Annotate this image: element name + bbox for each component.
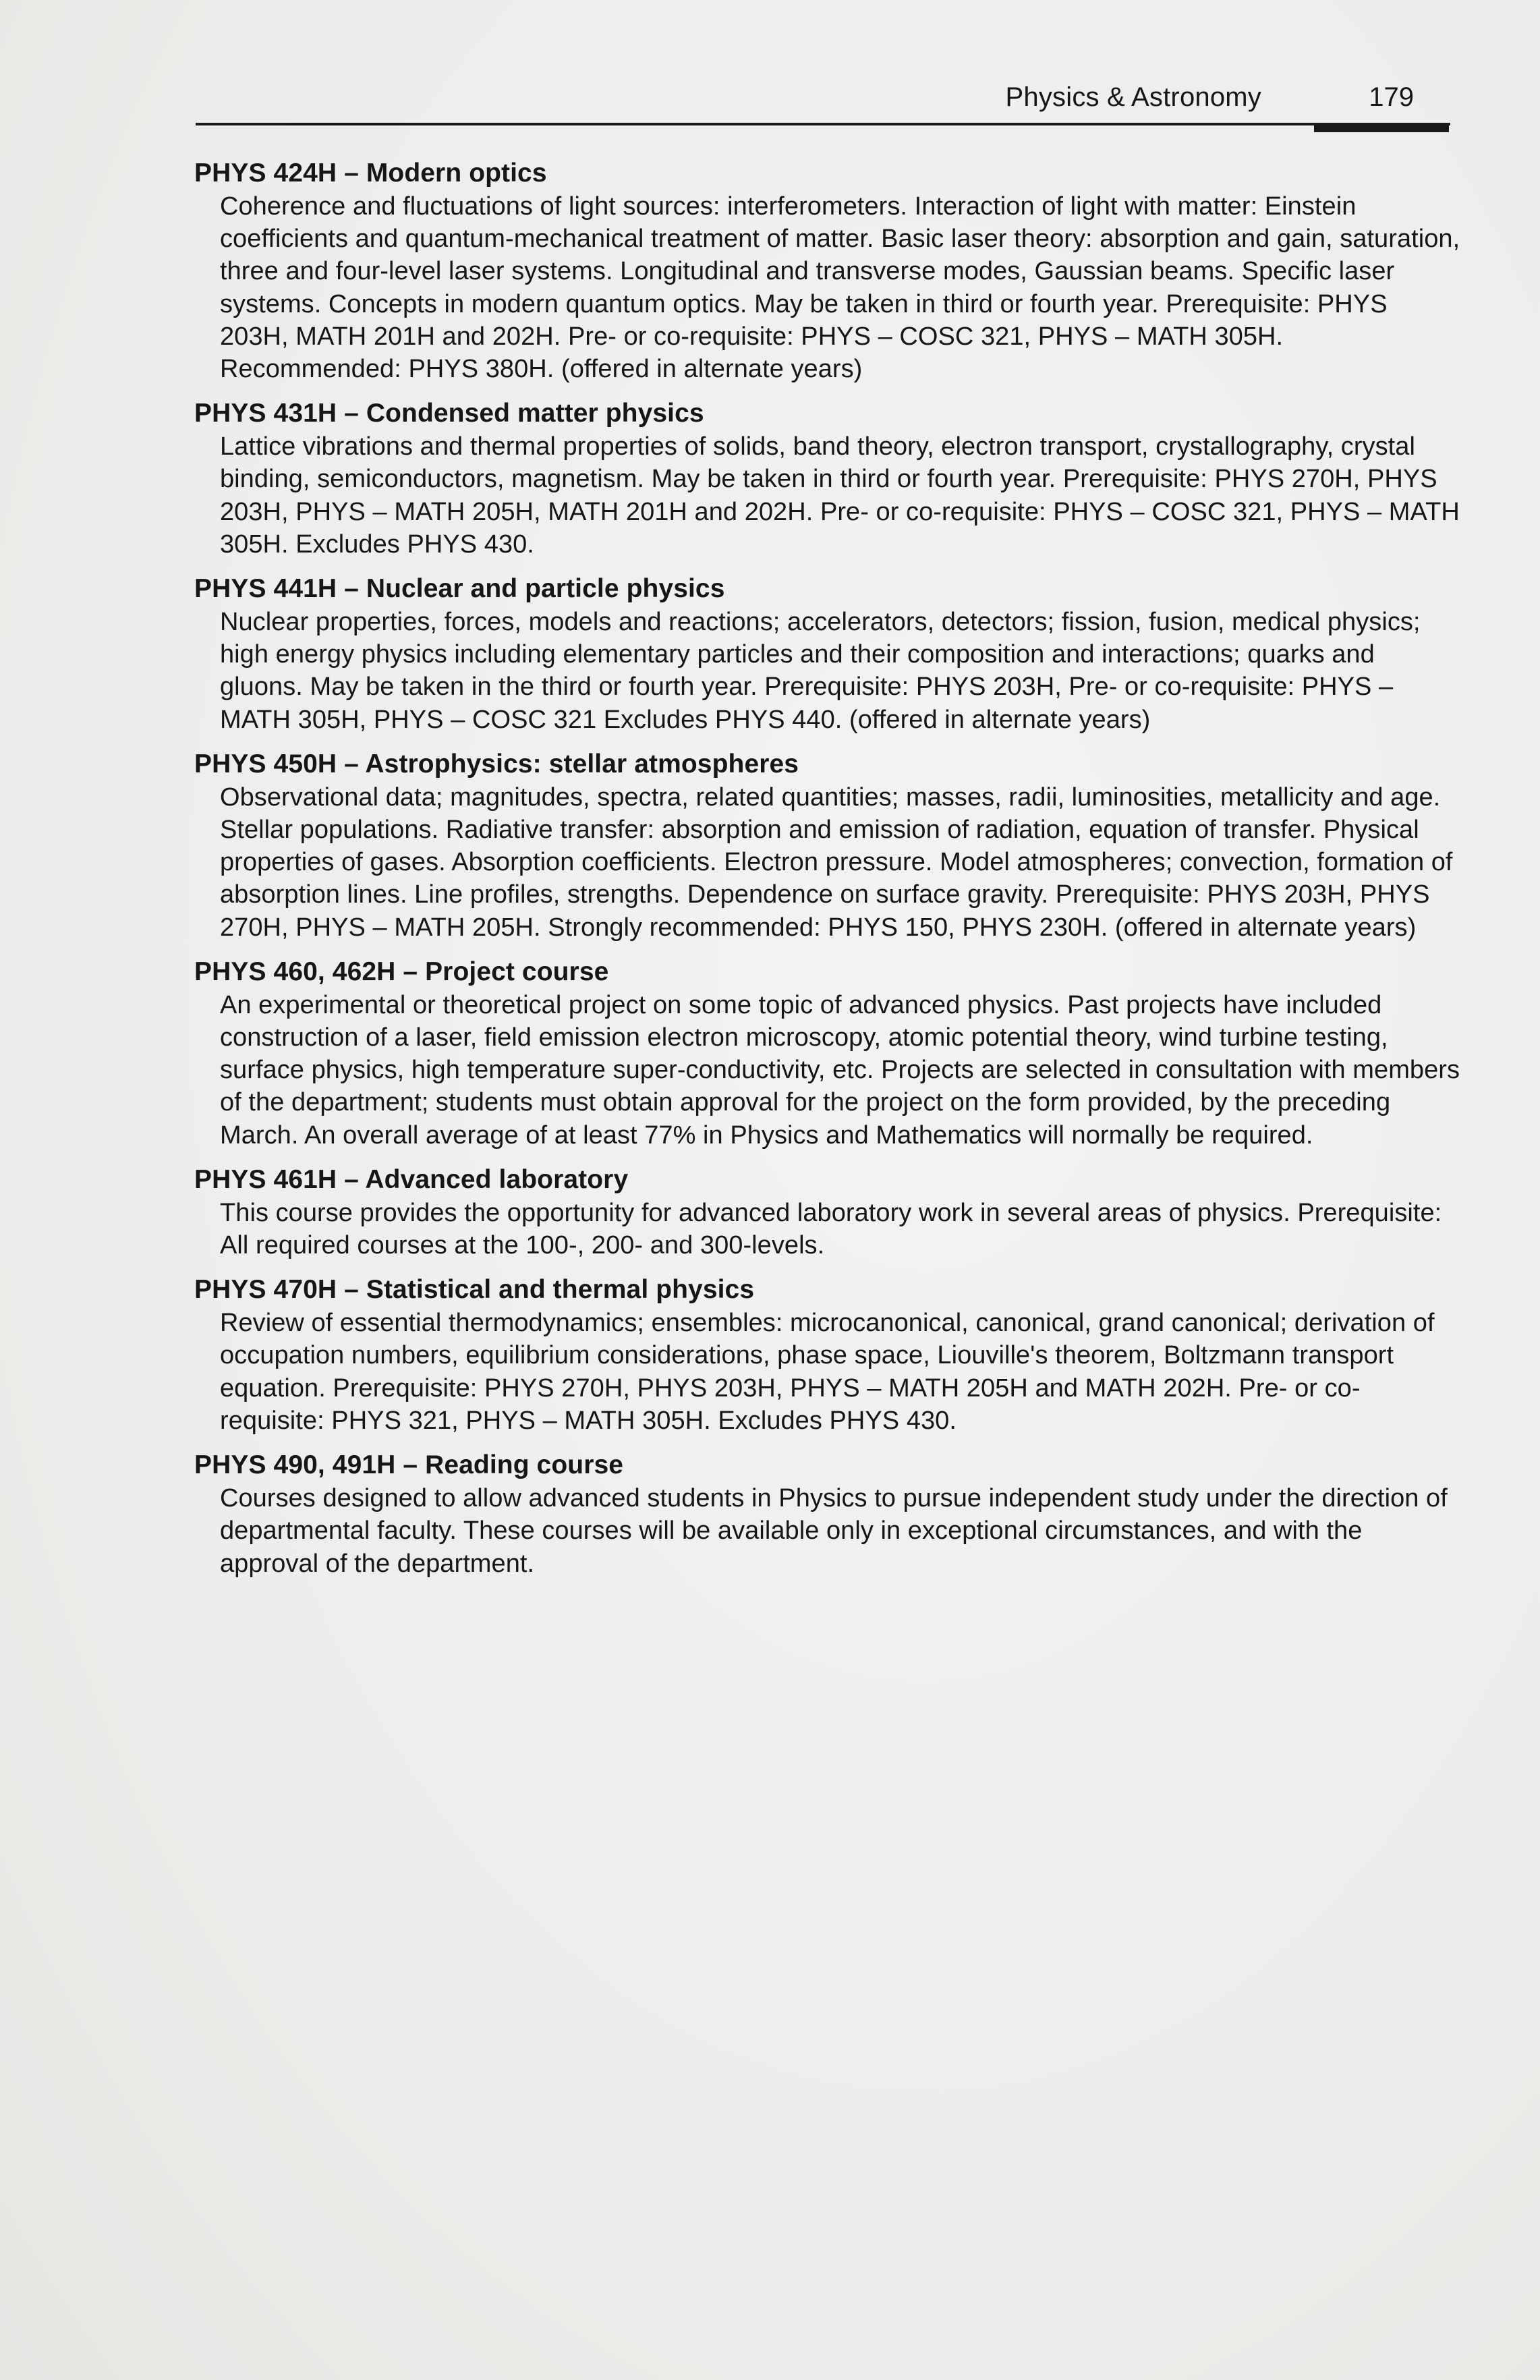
course-description: Observational data; magnitudes, spectra, related quantities; masses, radii, luminosities, metallicity and age. Stellar populations. Radiative transfer: absorption and emission of radiation, equation of transfer. Physical properties of gases. Absorption coefficients. Electron pressure. Model atmospheres; convection, formation of absorption lines. Line profiles, strengths. Dependence on surface gravity. Prerequisite: PHYS 203H, PHYS 270H, PHYS – MATH 205H. Strongly recommended: PHYS 150, PHYS 230H. (offered in alternate years)	[220, 783, 1453, 942]
course-title: PHYS 441H – Nuclear and particle physics	[194, 574, 725, 604]
course-entry-phys-461h	[194, 1163, 1462, 1262]
course-description: Courses designed to allow advanced students in Physics to pursue independent study under the direction of departmental faculty. These courses will be available only in exceptional circumstances, and with the approval of the department.	[220, 1484, 1448, 1578]
course-description: Lattice vibrations and thermal properties of solids, band theory, electron transport, crystallography, crystal binding, semiconductors, magnetism. May be taken in third or fourth year. Prerequisite: PHYS 270H, PHYS 203H, PHYS – MATH 205H, MATH 201H and 202H. Pre- or co-requisite: PHYS – COSC 321, PHYS – MATH 305H. Excludes PHYS 430.	[220, 432, 1460, 559]
course-description: An experimental or theoretical project on some topic of advanced physics. Past projects have included construction of a laser, field emission electron microscopy, atomic potential theory, wind turbine testing, surface physics, high temperature super-conductivity, etc. Projects are selected in consultation with members of the department; students must obtain approval for the project on the form provided, by the preceding March. An overall average of at least 77% in Physics and Mathematics will normally be required.	[220, 990, 1460, 1150]
course-entry-phys-431h	[194, 397, 1462, 561]
course-entry-phys-470h	[194, 1273, 1462, 1437]
course-title: PHYS 424H – Modern optics	[194, 159, 547, 188]
course-title: PHYS 450H – Astrophysics: stellar atmospheres	[194, 749, 799, 778]
course-entry-phys-450h	[194, 747, 1462, 944]
course-title: PHYS 431H – Condensed matter physics	[194, 399, 704, 428]
course-title: PHYS 470H – Statistical and thermal physics	[194, 1275, 755, 1305]
course-description: Nuclear properties, forces, models and reactions; accelerators, detectors; fission, fusion, medical physics; high energy physics including elementary particles and their composition and interactions; quarks and gluons. May be taken in the third or fourth year. Prerequisite: PHYS 203H, Pre- or co-requisite: PHYS – MATH 305H, PHYS – COSC 321 Excludes PHYS 440. (offered in alternate years)	[220, 608, 1421, 734]
course-entry-phys-490-491h	[194, 1448, 1462, 1580]
course-description: Review of essential thermodynamics; ensembles: microcanonical, canonical, grand canonical; derivation of occupation numbers, equilibrium considerations, phase space, Liouville's theorem, Boltzmann transport equation. Prerequisite: PHYS 270H, PHYS 203H, PHYS – MATH 205H and MATH 202H. Pre- or co-requisite: PHYS 321, PHYS – MATH 305H. Excludes PHYS 430.	[220, 1309, 1435, 1435]
course-entry-phys-441h	[194, 572, 1462, 736]
course-list	[194, 157, 1462, 1591]
course-title: PHYS 460, 462H – Project course	[194, 957, 609, 986]
page-number: 179	[1369, 82, 1414, 112]
course-entry-phys-460-462h	[194, 955, 1462, 1152]
running-head-title: Physics & Astronomy	[1005, 82, 1261, 112]
course-entry-phys-424h	[194, 157, 1462, 385]
course-title: PHYS 461H – Advanced laboratory	[194, 1164, 629, 1194]
course-title: PHYS 490, 491H – Reading course	[194, 1450, 624, 1480]
course-description: Coherence and fluctuations of light sources: interferometers. Interaction of light with matter: Einstein coefficients and quantum-mechanical treatment of matter. Basic laser theory: absorption and gain, saturation, three and four-level laser systems. Longitudinal and transverse modes, Gaussian beams. Specific laser systems. Concepts in modern quantum optics. May be taken in third or fourth year. Prerequisite: PHYS 203H, MATH 201H and 202H. Pre- or co-requisite: PHYS – COSC 321, PHYS – MATH 305H. Recommended: PHYS 380H. (offered in alternate years)	[220, 192, 1460, 384]
running-head	[196, 80, 1464, 124]
course-description: This course provides the opportunity for advanced laboratory work in several areas of physics. Prerequisite: All required courses at the 100-, 200- and 300-levels.	[220, 1198, 1442, 1260]
header-rule	[196, 123, 1450, 125]
header-rule-accent	[1314, 125, 1449, 132]
